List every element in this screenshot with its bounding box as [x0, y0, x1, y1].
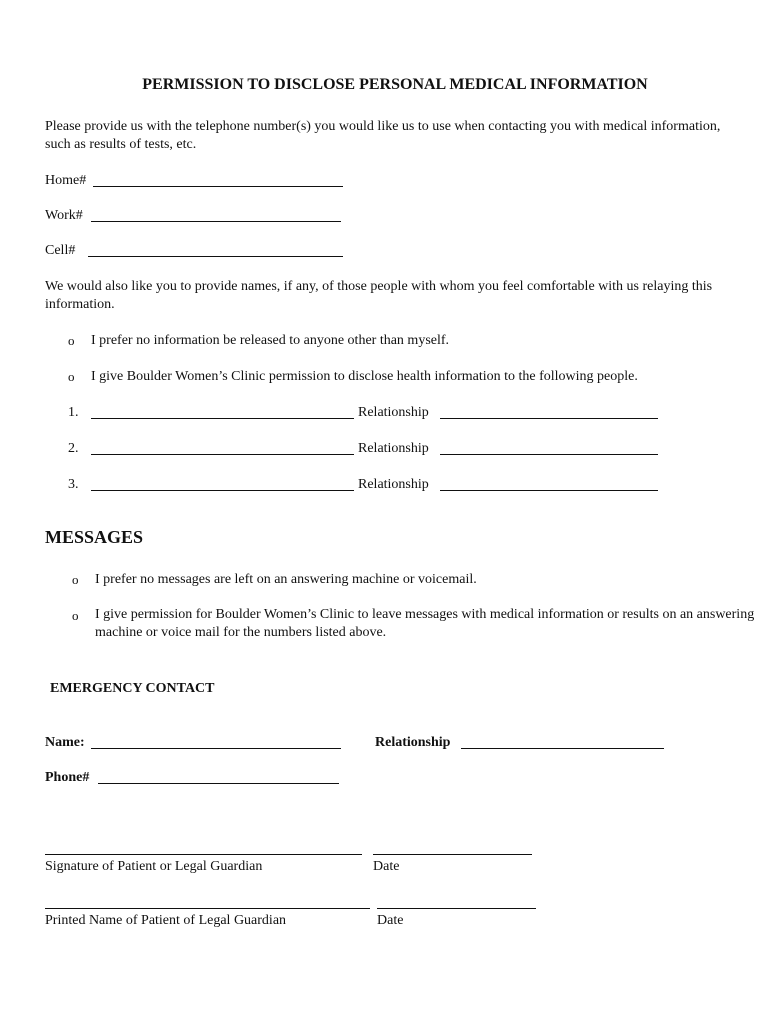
- home-phone-field[interactable]: [93, 170, 343, 187]
- signature-date-field[interactable]: [373, 838, 532, 855]
- emergency-relationship-label: Relationship: [375, 735, 451, 750]
- emergency-name-label: Name:: [45, 735, 85, 750]
- printed-name-field[interactable]: [45, 892, 370, 909]
- person-number: 2.: [68, 441, 79, 456]
- person-name-field-3[interactable]: [91, 474, 354, 491]
- emergency-heading: EMERGENCY CONTACT: [50, 681, 215, 696]
- option-bullet[interactable]: o: [72, 572, 79, 587]
- person-relationship-field-2[interactable]: [440, 438, 658, 455]
- person-name-field-2[interactable]: [91, 438, 354, 455]
- printed-date-label: Date: [377, 913, 404, 928]
- person-relationship-field-3[interactable]: [440, 474, 658, 491]
- option-permission-label: I give Boulder Women’s Clinic permission to disclose health information to the following people.: [91, 369, 638, 384]
- signature-label: Signature of Patient or Legal Guardian: [45, 859, 263, 874]
- signature-field[interactable]: [45, 838, 362, 855]
- relationship-label: Relationship: [358, 441, 429, 456]
- messages-heading: MESSAGES: [45, 527, 144, 547]
- printed-date-field[interactable]: [377, 892, 536, 909]
- home-phone-label: Home#: [45, 173, 87, 188]
- emergency-phone-label: Phone#: [45, 770, 90, 785]
- work-phone-field[interactable]: [91, 205, 341, 222]
- option-bullet[interactable]: o: [68, 333, 75, 348]
- emergency-name-field[interactable]: [91, 732, 341, 749]
- relationship-label: Relationship: [358, 405, 429, 420]
- printed-name-label: Printed Name of Patient of Legal Guardian: [45, 913, 287, 928]
- relationship-label: Relationship: [358, 477, 429, 492]
- cell-phone-field[interactable]: [88, 240, 343, 257]
- work-phone-label: Work#: [45, 208, 83, 223]
- page-title: PERMISSION TO DISCLOSE PERSONAL MEDICAL INFORMATION: [142, 76, 648, 93]
- person-number: 3.: [68, 477, 79, 492]
- person-relationship-field-1[interactable]: [440, 402, 658, 419]
- option-bullet[interactable]: o: [72, 608, 79, 623]
- option-no-release-label: I prefer no information be released to anyone other than myself.: [91, 333, 450, 348]
- names-intro-text: We would also like you to provide names, if any, of those people with whom you feel comfortable with us relaying this information.: [45, 279, 713, 312]
- emergency-phone-field[interactable]: [98, 767, 339, 784]
- intro-text: Please provide us with the telephone number(s) you would like us to use when contacting you with medical information, such as results of tests, etc.: [45, 119, 721, 152]
- person-name-field-1[interactable]: [91, 402, 354, 419]
- messages-permission-label: I give permission for Boulder Women’s Clinic to leave messages with medical information or results on an answering machine or voice mail for the numbers listed above.: [95, 607, 755, 640]
- cell-phone-label: Cell#: [45, 243, 76, 258]
- emergency-relationship-field[interactable]: [461, 732, 664, 749]
- signature-date-label: Date: [373, 859, 400, 874]
- option-bullet[interactable]: o: [68, 369, 75, 384]
- person-number: 1.: [68, 405, 79, 420]
- messages-no-voicemail-label: I prefer no messages are left on an answering machine or voicemail.: [95, 572, 477, 587]
